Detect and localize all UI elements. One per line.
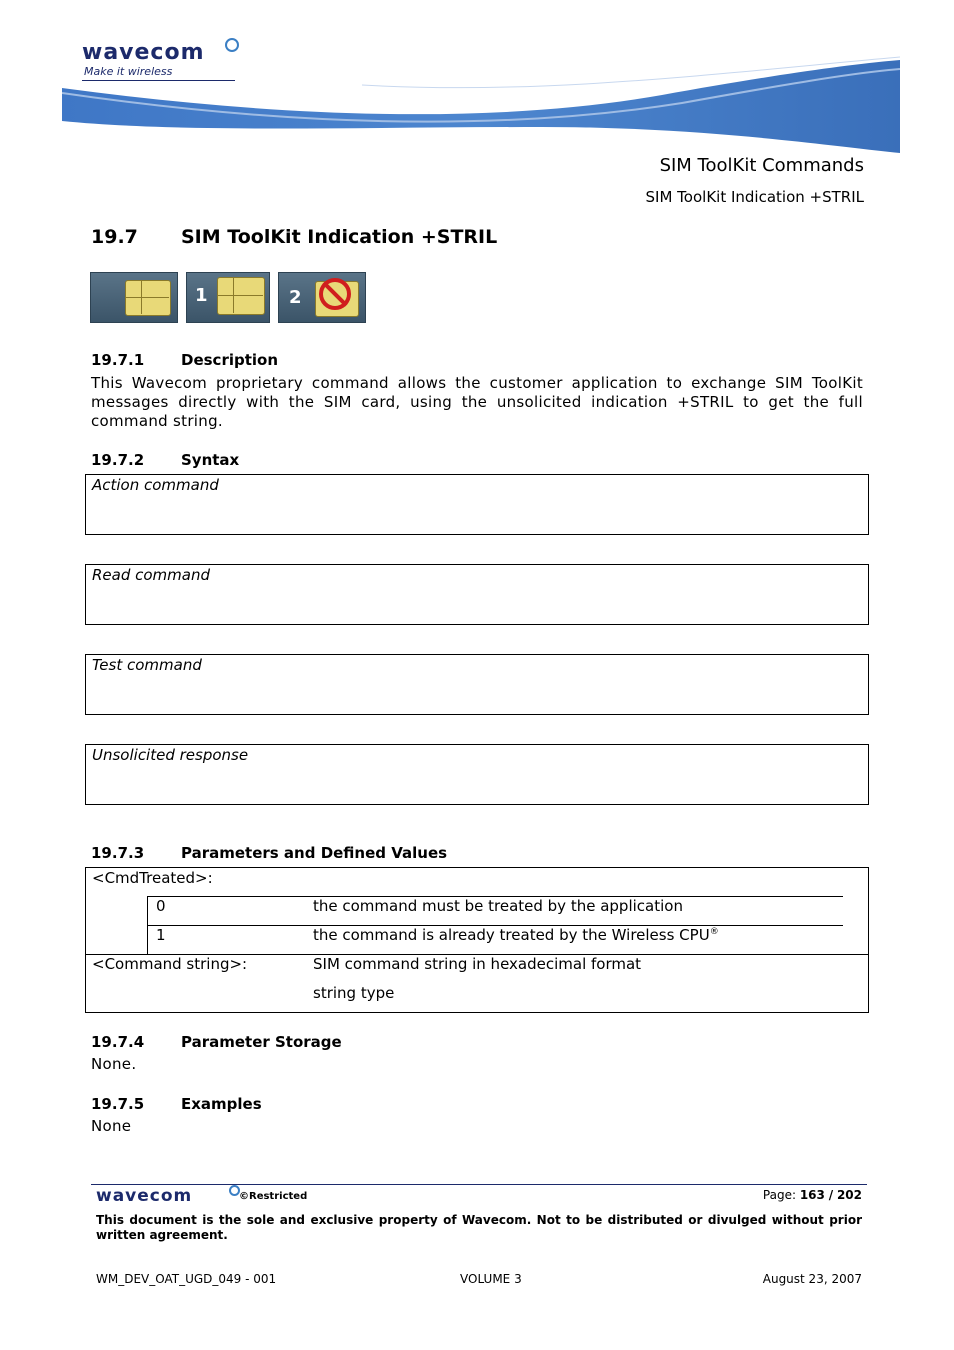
- footer-notice: This document is the sole and exclusive property of Wavecom. Not to be distributed or divulged without prior written agreement.: [96, 1213, 862, 1242]
- unsolicited-response-box: [85, 744, 869, 805]
- doc-reference: WM_DEV_OAT_UGD_049 - 001: [96, 1272, 277, 1286]
- read-command-box: [85, 564, 869, 625]
- description-text: This Wavecom proprietary command allows the customer application to exchange SIM ToolKit messages directly with the SIM card, using the unsolicited indication +STRIL to get the full command string.: [91, 374, 863, 430]
- section-subtitle: SIM ToolKit Indication +STRIL: [645, 188, 864, 206]
- footer-logo: [96, 1186, 308, 1206]
- page-current: 163: [799, 1188, 825, 1202]
- parameters-number: 19.7.3: [91, 844, 145, 862]
- parameters-heading: [91, 844, 447, 862]
- action-command-label: Action command: [92, 476, 219, 494]
- param-value-0: 0: [156, 897, 166, 915]
- unsolicited-response-label: Unsolicited response: [92, 746, 249, 764]
- examples-text: None: [91, 1117, 132, 1135]
- chapter-title: SIM ToolKit Commands: [659, 155, 864, 176]
- action-command-box: [85, 474, 869, 535]
- command-string-desc: SIM command string in hexadecimal format: [313, 955, 642, 973]
- storage-heading: [91, 1033, 342, 1051]
- document-date: August 23, 2007: [762, 1272, 862, 1286]
- volume-label: VOLUME 3: [460, 1272, 522, 1286]
- section-title: SIM ToolKit Indication +STRIL: [181, 226, 498, 248]
- test-command-label: Test command: [92, 656, 202, 674]
- read-command-label: Read command: [92, 566, 211, 584]
- param-desc-1: [313, 926, 719, 944]
- sim-card-1-icon: [186, 272, 270, 323]
- description-heading: [91, 351, 278, 369]
- restricted-label: ©Restricted: [239, 1191, 308, 1202]
- command-string-label: <Command string>:: [92, 955, 248, 973]
- syntax-heading: [91, 451, 239, 469]
- command-string-type: string type: [313, 984, 395, 1002]
- syntax-title: Syntax: [181, 451, 240, 469]
- sim-card-2-forbidden-icon: [278, 272, 366, 323]
- parameters-title: Parameters and Defined Values: [181, 844, 448, 862]
- test-command-box: [85, 654, 869, 715]
- sim-1-badge: 1: [195, 285, 208, 306]
- description-number: 19.7.1: [91, 351, 145, 369]
- examples-title: Examples: [181, 1095, 262, 1113]
- description-title: Description: [181, 351, 279, 369]
- page-separator: /: [828, 1188, 834, 1202]
- footer-logo-text: wavecom: [96, 1186, 193, 1206]
- footer-rule: [91, 1184, 867, 1185]
- header-wave-banner: [62, 55, 900, 155]
- parameters-table: [85, 867, 869, 1013]
- param-desc-1-text: the command is already treated by the Wireless CPU: [313, 926, 710, 944]
- page-label: Page:: [762, 1188, 796, 1202]
- storage-number: 19.7.4: [91, 1033, 145, 1051]
- examples-number: 19.7.5: [91, 1095, 145, 1113]
- storage-text: None.: [91, 1055, 137, 1073]
- logo-swirl-icon: [225, 38, 239, 52]
- section-heading: [91, 226, 497, 248]
- examples-heading: [91, 1095, 262, 1113]
- page-number: [763, 1188, 862, 1202]
- wavecom-logo-text: wavecom: [82, 40, 205, 65]
- param-desc-0: the command must be treated by the application: [313, 897, 683, 915]
- page-total: 202: [836, 1188, 862, 1202]
- param-value-1: 1: [156, 926, 166, 944]
- syntax-number: 19.7.2: [91, 451, 145, 469]
- sim-card-icon: [90, 272, 178, 323]
- registered-mark: ®: [709, 927, 719, 937]
- tagline: Make it wireless: [84, 65, 173, 78]
- section-number: 19.7: [91, 226, 138, 248]
- storage-title: Parameter Storage: [181, 1033, 342, 1051]
- sim-2-badge: 2: [289, 287, 302, 308]
- cmdtreated-label: <CmdTreated>:: [92, 869, 213, 887]
